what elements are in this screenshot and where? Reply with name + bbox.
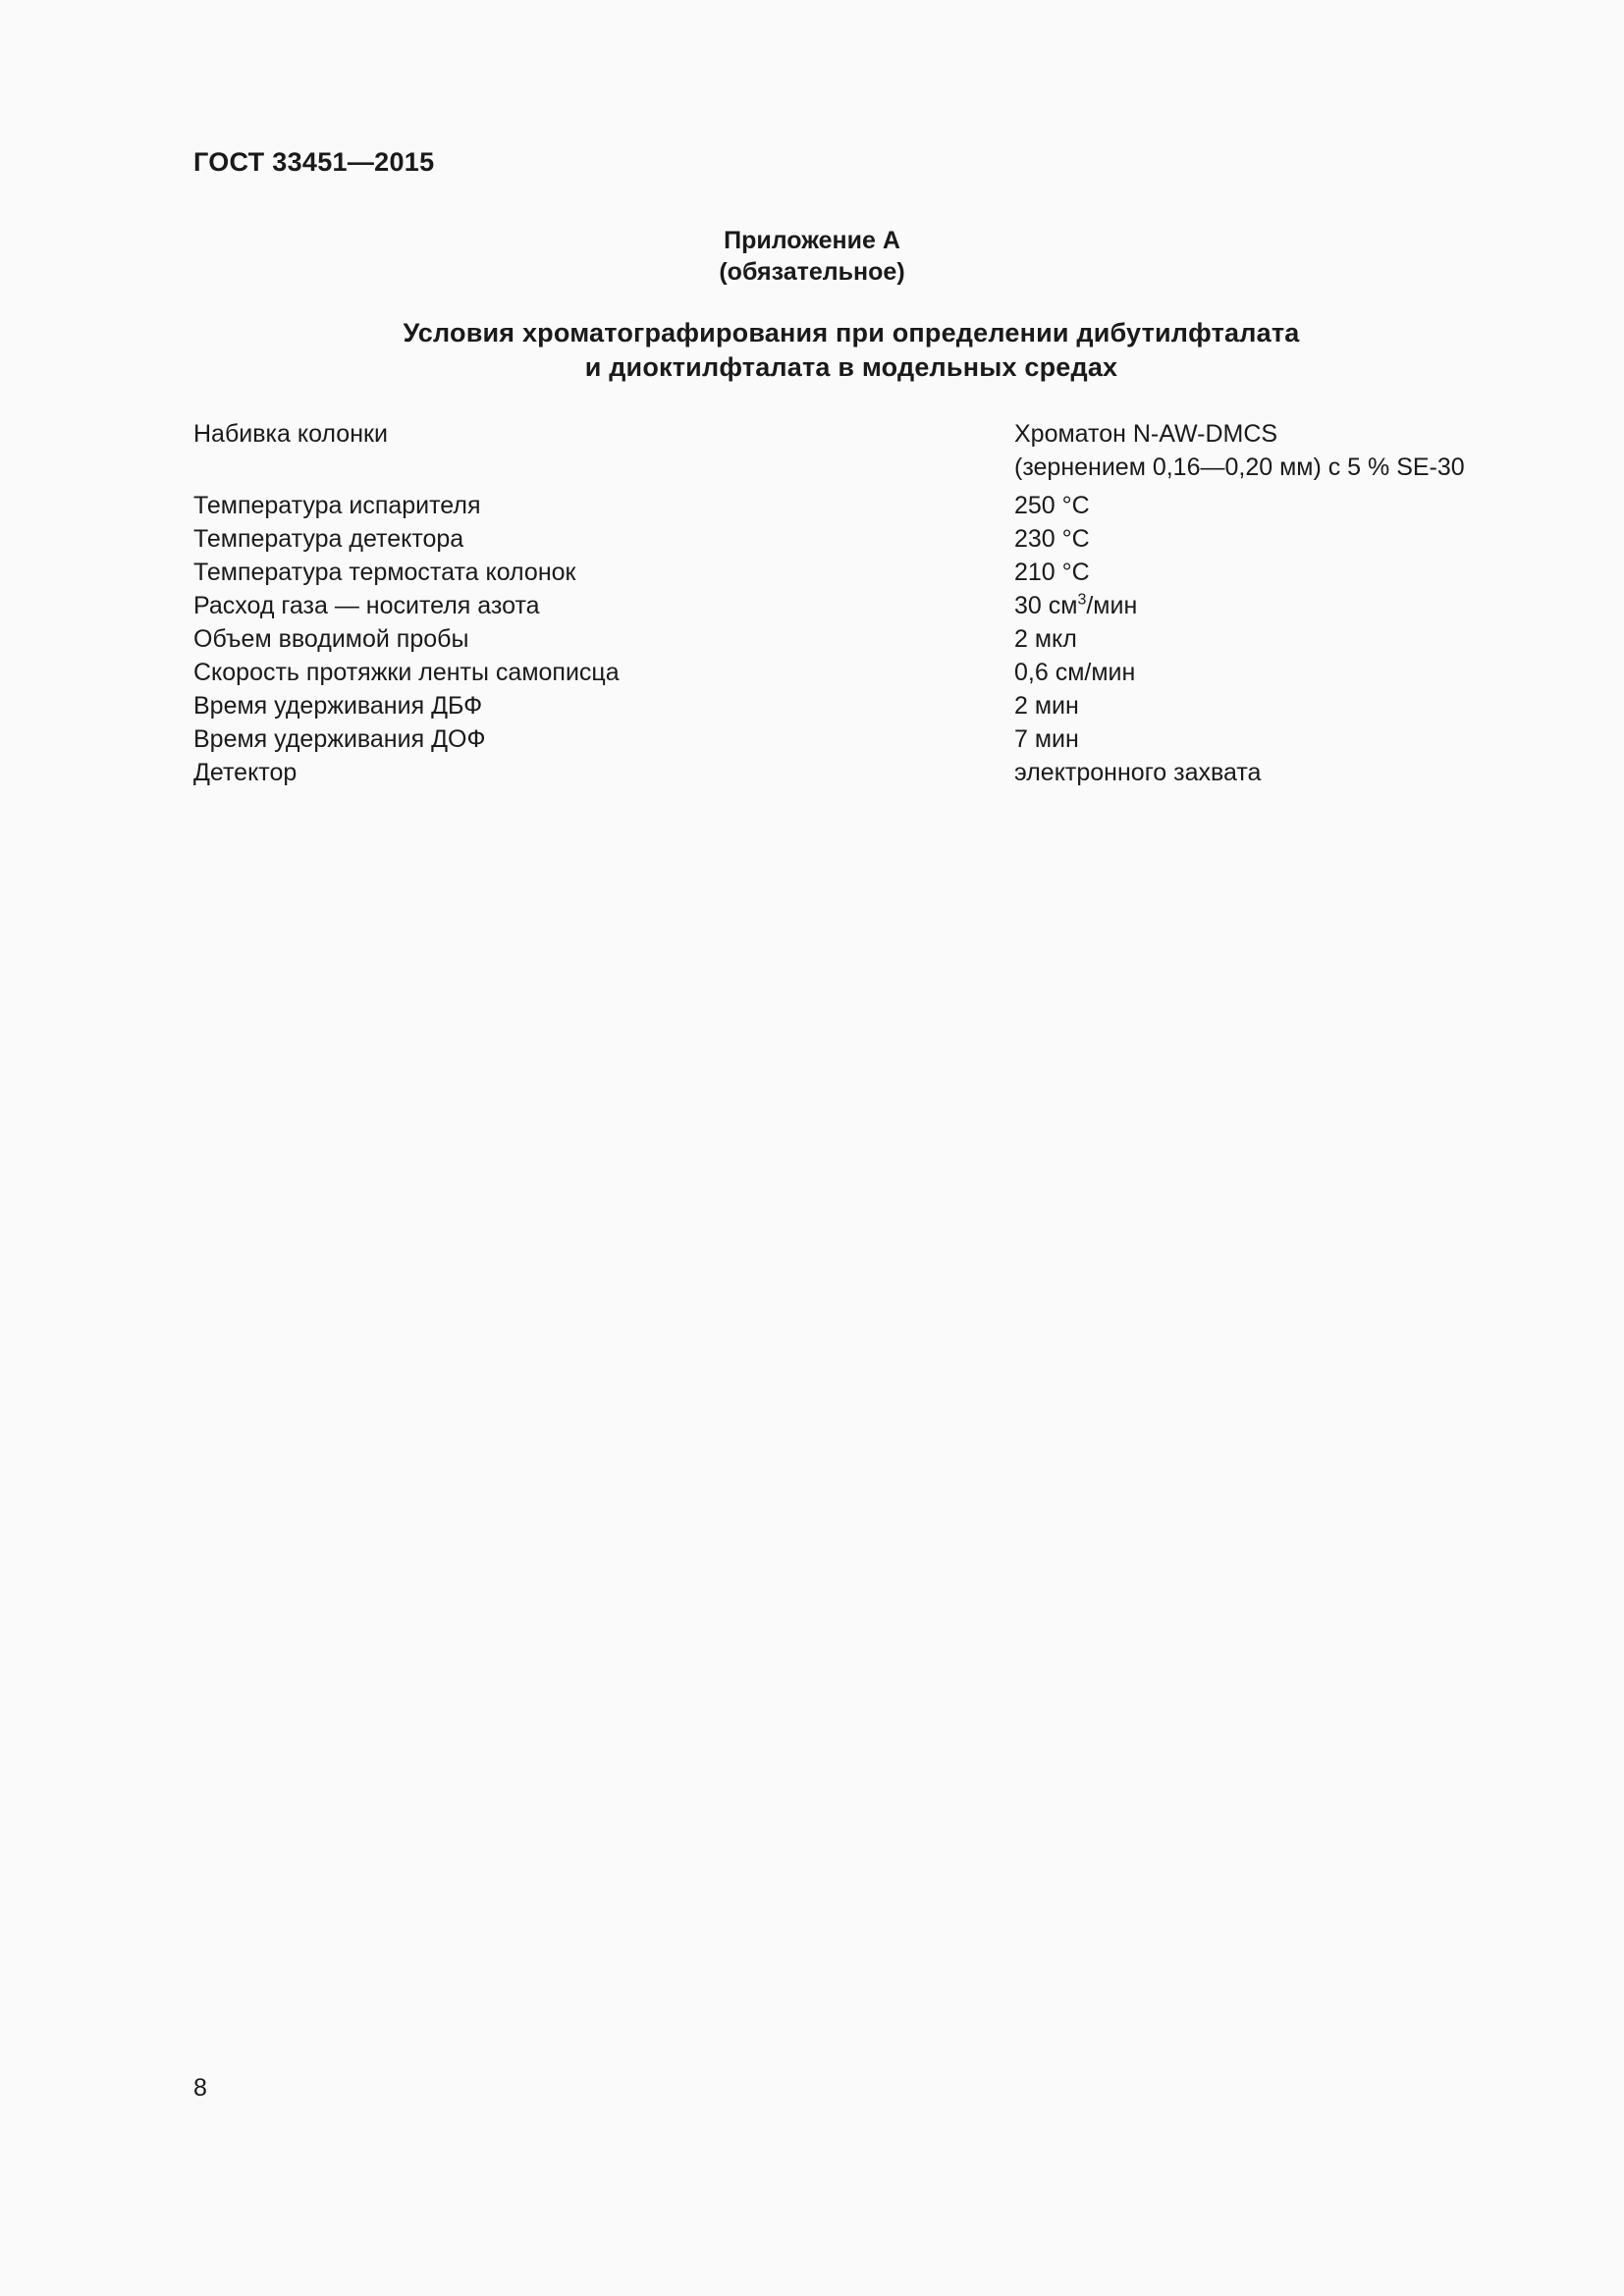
parameter-value-exponent: 3 (1077, 591, 1087, 609)
page-number: 8 (193, 2074, 207, 2102)
parameter-name: Расход газа — носителя азота (193, 592, 540, 619)
parameter-value-line-1: Хроматон N-AW-DMCS (1014, 420, 1278, 448)
parameter-value: 210 °С (1014, 559, 1090, 586)
parameters-list (193, 417, 1509, 789)
parameter-row (193, 522, 1509, 556)
parameter-row (193, 589, 1509, 622)
parameter-name: Скорость протяжки ленты самописца (193, 659, 620, 686)
section-title-line-1: Условия хроматографирования при определении дибутилфталата (403, 318, 1300, 347)
parameter-row (193, 417, 1509, 484)
parameter-value-line-2: (зернением 0,16—0,20 мм) с 5 % SE-30 (1014, 454, 1465, 481)
parameter-row (193, 489, 1509, 522)
parameter-row (193, 722, 1509, 756)
parameter-row (193, 756, 1509, 789)
parameter-name: Объем вводимой пробы (193, 625, 469, 653)
parameter-value: 2 мкл (1014, 625, 1077, 653)
parameter-name: Набивка колонки (193, 420, 388, 448)
parameter-row (193, 622, 1509, 656)
parameter-value: 250 °С (1014, 492, 1090, 519)
parameter-row (193, 556, 1509, 589)
parameter-name: Температура детектора (193, 525, 464, 553)
parameter-value: 7 мин (1014, 725, 1079, 753)
parameter-value (1014, 417, 1509, 484)
parameter-value: 0,6 см/мин (1014, 659, 1136, 686)
parameter-name: Время удерживания ДОФ (193, 725, 486, 753)
parameter-row (193, 656, 1509, 689)
parameter-name: Температура испарителя (193, 492, 481, 519)
section-title (0, 316, 1624, 385)
parameter-value: электронного захвата (1014, 759, 1262, 786)
document-code: ГОСТ 33451—2015 (193, 147, 435, 177)
parameter-value: 2 мин (1014, 692, 1079, 720)
parameter-value: 230 °С (1014, 525, 1090, 553)
parameter-name: Время удерживания ДБФ (193, 692, 483, 720)
annex-heading (0, 225, 1624, 288)
parameter-value (1014, 589, 1509, 622)
annex-title: Приложение А (724, 227, 900, 254)
parameter-row (193, 689, 1509, 722)
annex-status: (обязательное) (719, 258, 905, 286)
parameter-name: Детектор (193, 759, 298, 786)
parameter-value-unit: /мин (1086, 592, 1138, 619)
section-title-line-2: и диоктилфталата в модельных средах (584, 352, 1118, 382)
parameter-name: Температура термостата колонок (193, 559, 576, 586)
parameter-value-main: 30 см (1014, 592, 1078, 619)
